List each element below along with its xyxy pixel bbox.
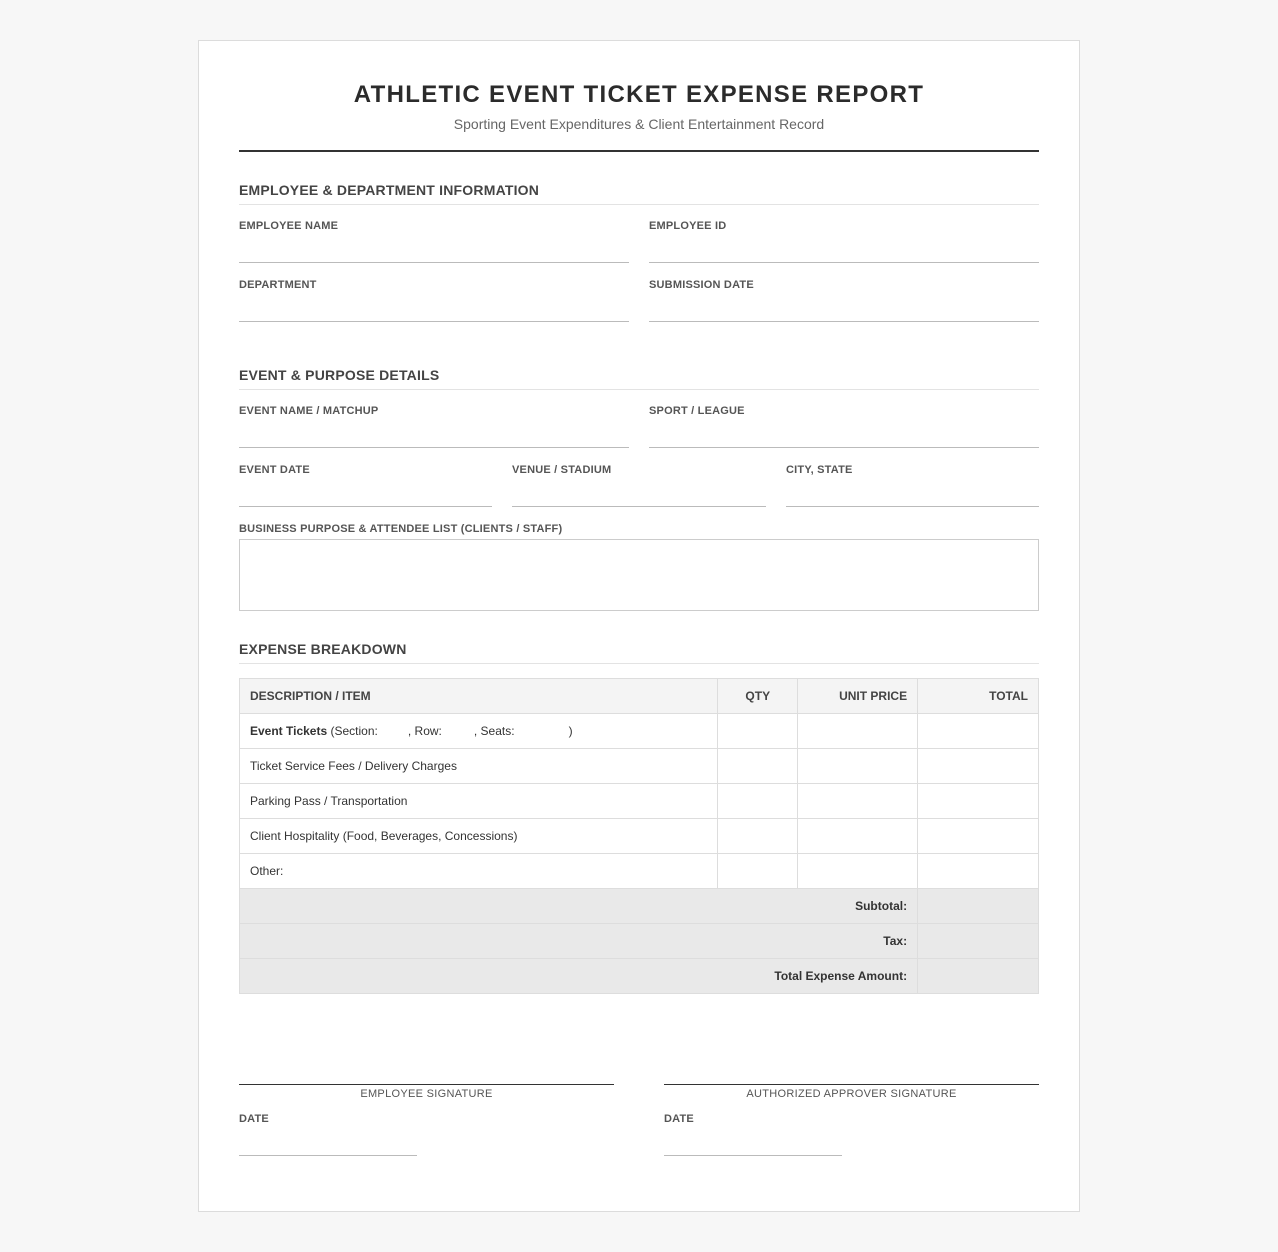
expense-report-page xyxy=(198,40,1080,1212)
employee-id-field[interactable] xyxy=(649,219,1039,263)
total-cell[interactable] xyxy=(918,819,1039,854)
business-purpose-textarea[interactable] xyxy=(239,539,1039,611)
business-purpose-label-wrap xyxy=(239,522,1039,536)
table-row xyxy=(240,749,1039,784)
total-expense-value-cell[interactable] xyxy=(918,959,1039,994)
description-cell: Client Hospitality (Food, Beverages, Concessions) xyxy=(240,819,718,854)
sport-league-line xyxy=(649,447,1039,448)
table-row xyxy=(240,784,1039,819)
venue-field[interactable] xyxy=(512,463,766,507)
submission-date-label: SUBMISSION DATE xyxy=(649,279,754,291)
employee-date-field[interactable] xyxy=(239,1112,417,1156)
description-cell: Parking Pass / Transportation xyxy=(240,784,718,819)
event-name-field[interactable] xyxy=(239,404,629,448)
employee-name-line xyxy=(239,262,629,263)
total-expense-label: Total Expense Amount: xyxy=(240,959,918,994)
expense-table xyxy=(239,678,1039,994)
ticket-section-label: (Section: xyxy=(330,724,378,738)
employee-signature[interactable] xyxy=(239,1084,614,1104)
ticket-description-cell xyxy=(240,714,718,749)
table-header-row xyxy=(240,679,1039,714)
col-qty-header: QTY xyxy=(718,679,798,714)
event-date-field[interactable] xyxy=(239,463,492,507)
employee-id-label: EMPLOYEE ID xyxy=(649,220,727,232)
total-cell[interactable] xyxy=(918,714,1039,749)
employee-section-title: EMPLOYEE & DEPARTMENT INFORMATION xyxy=(239,182,1039,205)
qty-cell[interactable] xyxy=(718,784,798,819)
event-date-line xyxy=(239,506,492,507)
employee-signature-line xyxy=(239,1084,614,1085)
city-state-line xyxy=(786,506,1039,507)
tax-row xyxy=(240,924,1039,959)
table-row xyxy=(240,854,1039,889)
department-field[interactable] xyxy=(239,278,629,322)
sport-league-field[interactable] xyxy=(649,404,1039,448)
approver-date-line xyxy=(664,1155,842,1156)
expense-section-title: EXPENSE BREAKDOWN xyxy=(239,641,1039,664)
table-row xyxy=(240,819,1039,854)
subtotal-label: Subtotal: xyxy=(240,889,918,924)
city-state-field[interactable] xyxy=(786,463,1039,507)
venue-label: VENUE / STADIUM xyxy=(512,464,612,476)
description-cell: Other: xyxy=(240,854,718,889)
total-expense-row xyxy=(240,959,1039,994)
approver-date-label: DATE xyxy=(664,1113,694,1125)
employee-id-line xyxy=(649,262,1039,263)
sport-league-label: SPORT / LEAGUE xyxy=(649,405,745,417)
submission-date-line xyxy=(649,321,1039,322)
qty-cell[interactable] xyxy=(718,854,798,889)
department-label: DEPARTMENT xyxy=(239,279,317,291)
city-state-label: CITY, STATE xyxy=(786,464,853,476)
ticket-close-paren: ) xyxy=(568,724,573,738)
approver-signature-label: AUTHORIZED APPROVER SIGNATURE xyxy=(746,1088,957,1100)
submission-date-field[interactable] xyxy=(649,278,1039,322)
event-name-line xyxy=(239,447,629,448)
employee-date-label: DATE xyxy=(239,1113,269,1125)
col-description-header: DESCRIPTION / ITEM xyxy=(240,679,718,714)
tax-value-cell[interactable] xyxy=(918,924,1039,959)
event-section-title: EVENT & PURPOSE DETAILS xyxy=(239,367,1039,390)
unit-price-cell[interactable] xyxy=(798,819,918,854)
header-divider xyxy=(239,150,1039,152)
page-subtitle: Sporting Event Expenditures & Client Entertainment Record xyxy=(453,116,825,132)
unit-price-cell[interactable] xyxy=(798,854,918,889)
total-cell[interactable] xyxy=(918,749,1039,784)
employee-date-line xyxy=(239,1155,417,1156)
employee-name-field[interactable] xyxy=(239,219,629,263)
col-total-header: TOTAL xyxy=(918,679,1039,714)
description-cell: Ticket Service Fees / Delivery Charges xyxy=(240,749,718,784)
total-cell[interactable] xyxy=(918,854,1039,889)
event-name-label: EVENT NAME / MATCHUP xyxy=(239,405,379,417)
business-purpose-label: BUSINESS PURPOSE & ATTENDEE LIST (CLIENTS / STAFF) xyxy=(239,523,563,535)
ticket-seats-label: , Seats: xyxy=(473,724,515,738)
unit-price-cell[interactable] xyxy=(798,749,918,784)
unit-price-cell[interactable] xyxy=(798,714,918,749)
unit-price-cell[interactable] xyxy=(798,784,918,819)
ticket-row-label: , Row: xyxy=(407,724,442,738)
total-cell[interactable] xyxy=(918,784,1039,819)
employee-signature-label: EMPLOYEE SIGNATURE xyxy=(360,1088,493,1100)
venue-line xyxy=(512,506,766,507)
approver-signature[interactable] xyxy=(664,1084,1039,1104)
ticket-item-name: Event Tickets xyxy=(250,724,328,738)
qty-cell[interactable] xyxy=(718,714,798,749)
table-row xyxy=(240,714,1039,749)
event-date-label: EVENT DATE xyxy=(239,464,310,476)
approver-date-field[interactable] xyxy=(664,1112,842,1156)
approver-signature-line xyxy=(664,1084,1039,1085)
subtotal-row xyxy=(240,889,1039,924)
subtotal-value-cell[interactable] xyxy=(918,889,1039,924)
department-line xyxy=(239,321,629,322)
qty-cell[interactable] xyxy=(718,749,798,784)
report-header xyxy=(239,81,1039,133)
col-unit-price-header: UNIT PRICE xyxy=(798,679,918,714)
tax-label: Tax: xyxy=(240,924,918,959)
qty-cell[interactable] xyxy=(718,819,798,854)
page-title: ATHLETIC EVENT TICKET EXPENSE REPORT xyxy=(353,81,925,108)
employee-name-label: EMPLOYEE NAME xyxy=(239,220,339,232)
